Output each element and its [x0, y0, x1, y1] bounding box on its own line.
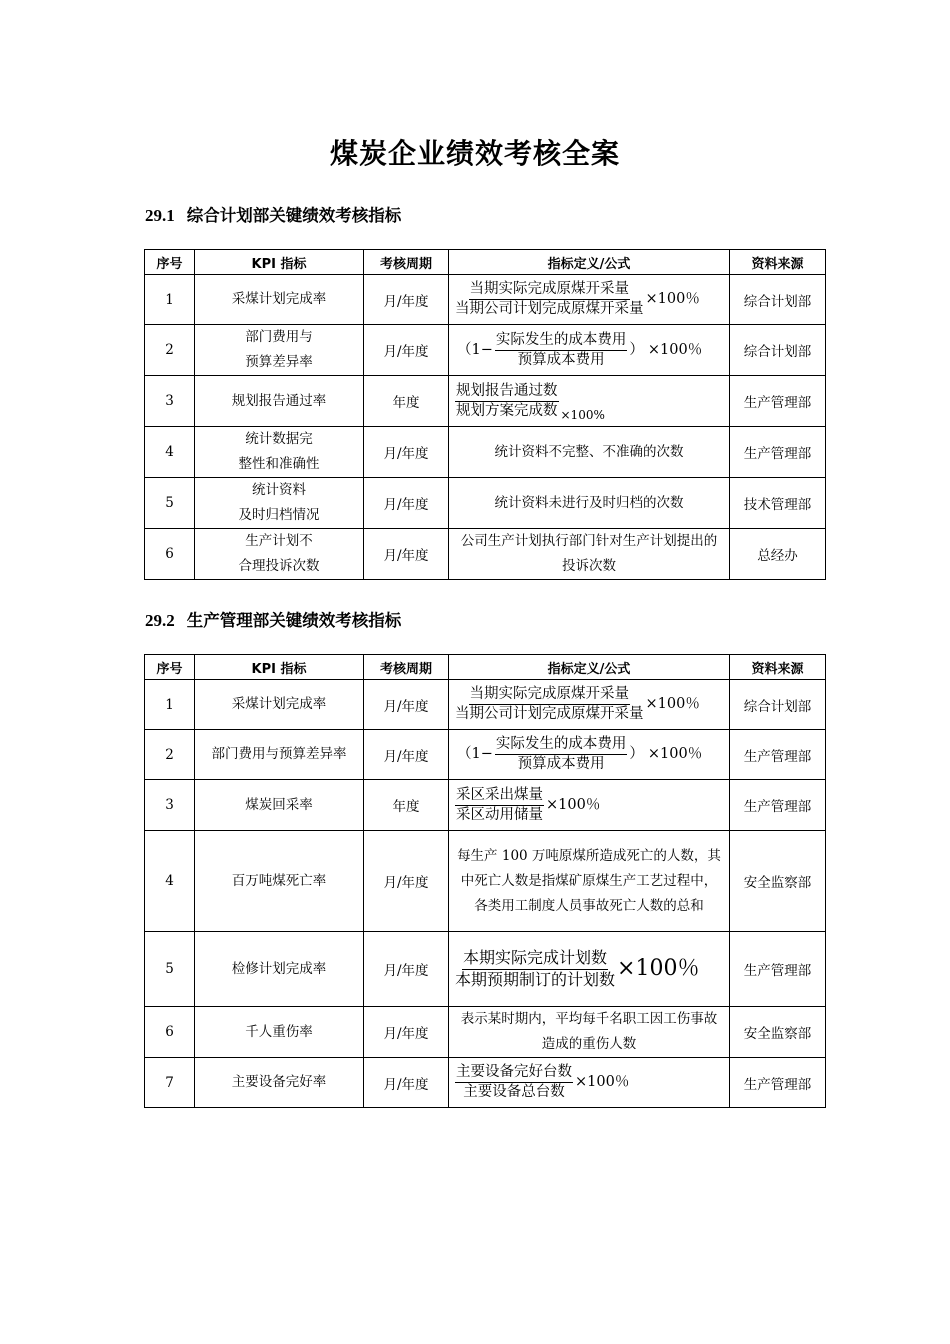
table-row [145, 529, 826, 580]
formula-numerator: 当期实际完成原煤开采量 [469, 686, 631, 705]
data-source: 总经办 [730, 529, 826, 580]
section-heading [145, 607, 401, 631]
formula-fraction [455, 281, 644, 317]
formula [455, 949, 723, 989]
kpi-name-line: 统计数据完 [245, 431, 313, 447]
header-period: 考核周期 [364, 250, 449, 275]
formula [455, 686, 723, 722]
table-row [145, 1058, 826, 1108]
kpi-name [195, 831, 364, 932]
definition-text: 表示某时期内，平均每千名职工因工伤事故造成的重伤人数 [460, 1011, 718, 1052]
table-row [145, 831, 826, 932]
kpi-name [195, 376, 364, 427]
header-no: 序号 [145, 250, 195, 275]
section-title: 综合计划部关键绩效考核指标 [186, 206, 402, 225]
document-title: 煤炭企业绩效考核全案 [329, 137, 620, 170]
formula-numerator: 采区采出煤量 [455, 787, 544, 806]
definition-text: 统计资料不完整、不准确的次数 [494, 443, 684, 460]
formula-multiplier: ×100％ [546, 796, 601, 813]
row-number: 7 [145, 1058, 195, 1108]
formula-multiplier: ×100％ [575, 1074, 630, 1091]
formula-denominator: 规划方案完成数 [456, 402, 558, 419]
kpi-name-line: 规划报告通过率 [231, 392, 327, 409]
kpi-name [195, 427, 364, 478]
formula-numerator: 本期实际完成计划数 [462, 949, 608, 969]
kpi-name-line: 检修计划完成率 [231, 960, 327, 977]
formula-multiplier: ×100％ [647, 746, 703, 763]
assessment-period: 月/年度 [364, 932, 449, 1007]
table-header-row [145, 250, 826, 275]
kpi-name [195, 780, 364, 831]
section-title: 生产管理部关键绩效考核指标 [186, 611, 402, 630]
assessment-period: 月/年度 [364, 427, 449, 478]
row-number: 1 [145, 680, 195, 730]
row-number: 3 [145, 376, 195, 427]
formula-multiplier: ×100％ [645, 291, 700, 308]
formula-multiplier: ×100％ [645, 696, 700, 713]
formula-denominator: 当期公司计划完成原煤开采量 [455, 706, 644, 722]
formula [455, 736, 723, 772]
data-source: 技术管理部 [730, 478, 826, 529]
formula-fraction [495, 736, 628, 772]
formula [455, 281, 723, 317]
formula-fraction [495, 332, 628, 368]
kpi-table [144, 654, 826, 1108]
kpi-name [195, 529, 364, 580]
assessment-period: 月/年度 [364, 680, 449, 730]
formula-fraction [455, 787, 544, 823]
indicator-definition [449, 275, 730, 325]
kpi-name-line: 煤炭回采率 [245, 796, 313, 813]
section-number: 29.1 [145, 206, 175, 225]
kpi-name [195, 1058, 364, 1108]
kpi-name-line: 整性和准确性 [238, 456, 320, 472]
assessment-period: 月/年度 [364, 1007, 449, 1058]
table-row [145, 680, 826, 730]
kpi-name-line: 采煤计划完成率 [231, 291, 327, 307]
data-source: 综合计划部 [730, 275, 826, 325]
table-row [145, 478, 826, 529]
formula-multiplier: ×100% [560, 408, 605, 423]
row-number: 4 [145, 831, 195, 932]
kpi-name-line: 百万吨煤死亡率 [231, 872, 327, 889]
data-source: 生产管理部 [730, 376, 826, 427]
table-row [145, 730, 826, 780]
kpi-name [195, 1007, 364, 1058]
formula-prefix: （1− [457, 341, 493, 358]
formula-denominator: 当期公司计划完成原煤开采量 [455, 301, 644, 317]
assessment-period: 年度 [364, 376, 449, 427]
definition-text: 每生产 100 万吨原煤所造成死亡的人数，其中死亡人数是指煤矿原煤生产工艺过程中，各类用工制度人员事故死亡人数的总和 [457, 847, 721, 914]
formula-fraction [455, 1064, 573, 1100]
header-source: 资料来源 [730, 250, 826, 275]
kpi-name [195, 478, 364, 529]
header-no: 序号 [145, 655, 195, 680]
assessment-period: 月/年度 [364, 1058, 449, 1108]
row-number: 2 [145, 325, 195, 376]
assessment-period: 月/年度 [364, 478, 449, 529]
table-row [145, 932, 826, 1007]
formula-denominator: 采区动用储量 [456, 806, 543, 823]
data-source: 生产管理部 [730, 932, 826, 1007]
header-source: 资料来源 [730, 655, 826, 680]
table-row [145, 325, 826, 376]
header-kpi: KPI 指标 [195, 655, 364, 680]
row-number: 2 [145, 730, 195, 780]
formula [455, 332, 723, 368]
kpi-name [195, 730, 364, 780]
formula-suffix: ） [629, 746, 644, 763]
assessment-period: 月/年度 [364, 275, 449, 325]
kpi-name-line: 生产计划不 [245, 533, 313, 549]
table-row [145, 780, 826, 831]
indicator-definition [449, 680, 730, 730]
section-heading [145, 202, 401, 226]
indicator-definition [449, 1058, 730, 1108]
kpi-table [144, 249, 826, 580]
formula-prefix: （1− [457, 746, 493, 763]
header-definition: 指标定义/公式 [449, 655, 730, 680]
data-source: 生产管理部 [730, 780, 826, 831]
formula-numerator: 实际发生的成本费用 [495, 332, 628, 351]
indicator-definition [449, 376, 730, 427]
kpi-name-line: 部门费用与预算差异率 [211, 746, 347, 762]
kpi-name-line: 合理投诉次数 [238, 558, 320, 574]
kpi-name [195, 325, 364, 376]
kpi-name-line: 预算差异率 [245, 354, 313, 370]
definition-text: 公司生产计划执行部门针对生产计划提出的投诉次数 [460, 533, 718, 574]
definition-text: 统计资料未进行及时归档的次数 [494, 494, 684, 511]
assessment-period: 月/年度 [364, 325, 449, 376]
formula-numerator: 规划报告通过数 [455, 383, 559, 402]
indicator-definition [449, 831, 730, 932]
table-row [145, 427, 826, 478]
data-source: 生产管理部 [730, 1058, 826, 1108]
formula-denominator: 本期预期制订的计划数 [455, 969, 616, 989]
formula-numerator: 主要设备完好台数 [455, 1064, 573, 1083]
indicator-definition [449, 730, 730, 780]
kpi-name [195, 275, 364, 325]
row-number: 1 [145, 275, 195, 325]
table-header-row [145, 655, 826, 680]
indicator-definition [449, 427, 730, 478]
assessment-period: 月/年度 [364, 529, 449, 580]
kpi-name-line: 统计资料 [252, 482, 306, 498]
indicator-definition [449, 932, 730, 1007]
indicator-definition [449, 325, 730, 376]
data-source: 安全监察部 [730, 1007, 826, 1058]
row-number: 5 [145, 478, 195, 529]
kpi-name [195, 932, 364, 1007]
formula-numerator: 当期实际完成原煤开采量 [469, 281, 631, 300]
header-period: 考核周期 [364, 655, 449, 680]
table-row [145, 376, 826, 427]
header-kpi: KPI 指标 [195, 250, 364, 275]
formula-multiplier: ×100％ [617, 956, 700, 982]
formula-denominator: 主要设备总台数 [463, 1084, 565, 1100]
row-number: 3 [145, 780, 195, 831]
data-source: 综合计划部 [730, 325, 826, 376]
header-definition: 指标定义/公式 [449, 250, 730, 275]
kpi-name-line: 部门费用与 [245, 329, 313, 345]
formula [455, 382, 723, 423]
assessment-period: 月/年度 [364, 730, 449, 780]
kpi-name-line: 采煤计划完成率 [231, 696, 327, 712]
formula-multiplier: ×100％ [647, 341, 703, 358]
data-source: 生产管理部 [730, 427, 826, 478]
formula-fraction [455, 383, 559, 419]
data-source: 安全监察部 [730, 831, 826, 932]
table-row [145, 275, 826, 325]
indicator-definition [449, 478, 730, 529]
kpi-name [195, 680, 364, 730]
row-number: 6 [145, 1007, 195, 1058]
formula-fraction [455, 686, 644, 722]
data-source: 综合计划部 [730, 680, 826, 730]
formula-denominator: 预算成本费用 [517, 351, 605, 368]
section-number: 29.2 [145, 611, 175, 630]
assessment-period: 年度 [364, 780, 449, 831]
row-number: 5 [145, 932, 195, 1007]
row-number: 4 [145, 427, 195, 478]
kpi-name-line: 主要设备完好率 [231, 1074, 327, 1090]
indicator-definition [449, 529, 730, 580]
formula-numerator: 实际发生的成本费用 [495, 736, 628, 755]
data-source: 生产管理部 [730, 730, 826, 780]
formula-suffix: ） [629, 341, 644, 358]
indicator-definition [449, 1007, 730, 1058]
kpi-name-line: 千人重伤率 [245, 1023, 313, 1040]
kpi-name-line: 及时归档情况 [238, 507, 320, 523]
formula [455, 1064, 723, 1100]
formula-fraction [455, 949, 615, 989]
row-number: 6 [145, 529, 195, 580]
formula-denominator: 预算成本费用 [517, 756, 605, 772]
table-row [145, 1007, 826, 1058]
indicator-definition [449, 780, 730, 831]
formula [455, 787, 723, 823]
assessment-period: 月/年度 [364, 831, 449, 932]
